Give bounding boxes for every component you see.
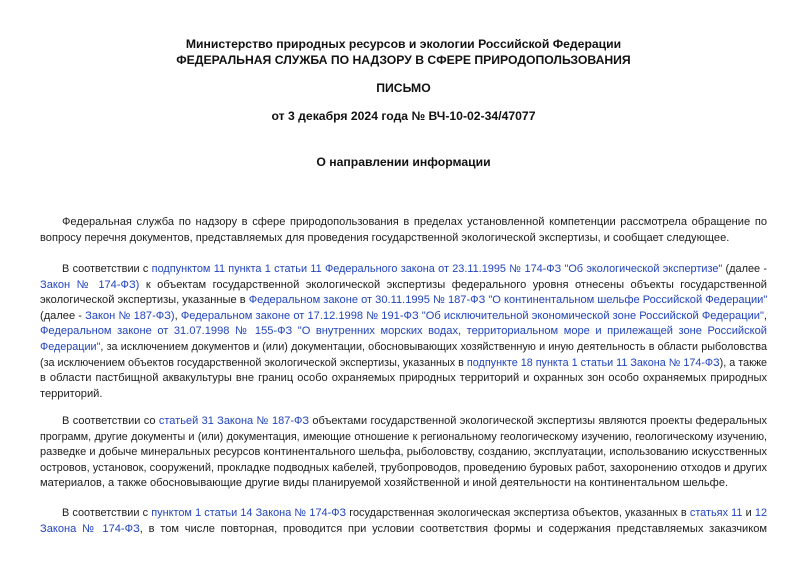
paragraph-4 xyxy=(40,506,767,537)
paragraph-line xyxy=(40,356,767,372)
paragraph-line: Федеральная служба по надзору в сфере природопользования в пределах установленной компетенции рассмотрела обращение по xyxy=(62,216,767,228)
law-link[interactable]: Закона № 174-ФЗ xyxy=(40,522,140,535)
text-span: и xyxy=(742,507,755,519)
document-subject: О направлении информации xyxy=(316,155,491,169)
text-span: (далее - xyxy=(40,309,86,322)
paragraph-line xyxy=(40,414,767,430)
law-link[interactable]: 12 xyxy=(754,507,767,519)
text-span: , за исключением документов и (или) документации, обосновывающих хозяйственную и иную деятельность в области рыболовства xyxy=(100,340,767,353)
paragraph-line: разведке и добыче минеральных ресурсов континентального шельфа, рыболовству, созданию, эксплуатации, использованию искусственных xyxy=(40,446,767,459)
service-name: ФЕДЕРАЛЬНАЯ СЛУЖБА ПО НАДЗОРУ В СФЕРЕ ПРИРОДОПОЛЬЗОВАНИЯ xyxy=(176,53,631,67)
law-link[interactable]: статьей 31 Закона № 187-ФЗ xyxy=(158,415,310,427)
text-span: к объектам государственной экологической экспертизы федерального уровня отнесены объекты государственной xyxy=(139,278,767,291)
paragraph-line: островов, установок, сооружений, прокладке подводных кабелей, трубопроводов, проведению буровых работ, захоронению отходов и других xyxy=(40,461,767,474)
text-span: В соответствии с xyxy=(62,263,152,275)
text-span: , xyxy=(763,309,767,322)
law-link[interactable]: пунктом 1 статьи 14 Закона № 174-ФЗ xyxy=(151,507,347,519)
law-link[interactable]: Федеральном законе от 31.07.1998 № 155-ФЗ "О внутренних морских водах, территориальном море и прилежащей зоне Российской xyxy=(40,325,767,338)
paragraph-line: программ, другие документы и (или) документация, имеющие отношение к региональному геологическому изучению, геологическому изучению, xyxy=(40,430,767,443)
paragraph-line xyxy=(40,278,767,294)
text-span: экологической экспертизы, указанные в xyxy=(40,294,249,307)
paragraph-line: материалов, а также обосновывающие другие виды планируемой хозяйственной и иной деятельности на континентальном шельфе. xyxy=(40,477,729,490)
law-link[interactable]: статьях 11 xyxy=(689,507,743,519)
law-link[interactable]: подпунктом 11 пункта 1 статьи 11 Федерального закона от 23.11.1995 № 174-ФЗ "Об экологической экспертизе" xyxy=(151,263,723,275)
paragraph-2 xyxy=(40,262,767,402)
text-span: ), а также xyxy=(719,356,767,369)
paragraph-line: в области пастбищной аквакультуры вне границ особо охраняемых природных территорий и охранных зон особо охраняемых природных xyxy=(40,372,767,385)
document-date-number: от 3 декабря 2024 года № ВЧ-10-02-34/47077 xyxy=(271,109,536,123)
text-span: В соответствии со xyxy=(62,415,159,427)
text-span: , в том числе повторная, проводится при условии соответствия формы и содержания представляемых заказчиком xyxy=(139,522,767,535)
text-span: , xyxy=(174,309,181,322)
law-link[interactable]: Федеральном законе от 30.11.1995 № 187-ФЗ "О континентальном шельфе Российской Федерации" xyxy=(248,294,767,307)
law-link[interactable]: подпункте 18 пункта 1 статьи 11 Закона № 174-ФЗ xyxy=(466,356,720,369)
paragraph-line xyxy=(40,309,767,325)
paragraph-1 xyxy=(40,215,767,246)
ministry-name: Министерство природных ресурсов и экологии Российской Федерации xyxy=(185,37,622,51)
text-span: В соответствии с xyxy=(62,507,152,519)
paragraph-3 xyxy=(40,414,767,492)
paragraph-line xyxy=(40,293,767,309)
law-link[interactable]: Закон № 174-ФЗ) xyxy=(40,278,140,291)
law-link[interactable]: Федеральном законе от 17.12.1998 № 191-ФЗ "Об исключительной экономической зоне Российской Федерации" xyxy=(180,309,764,322)
paragraph-line xyxy=(40,340,767,356)
paragraph-line: территорий. xyxy=(40,387,103,400)
document-type: ПИСЬМО xyxy=(376,81,431,95)
text-span: государственная экологическая экспертиза объектов, указанных в xyxy=(346,507,690,519)
paragraph-line xyxy=(40,262,767,278)
text-span: (далее - xyxy=(722,263,767,275)
law-link[interactable]: Федерации" xyxy=(40,340,101,353)
paragraph-line xyxy=(40,506,767,522)
law-link[interactable]: Закон № 187-ФЗ) xyxy=(85,309,175,322)
paragraph-line xyxy=(40,522,767,538)
text-span: (за исключением объектов государственной экологической экспертизы, указанных в xyxy=(40,356,467,369)
text-span: объектами государственной экологической экспертизы являются проекты федеральных xyxy=(309,415,767,427)
paragraph-line: вопросу перечня документов, представляемых для проведения государственной экологической экспертизы, и сообщает следующее. xyxy=(40,231,730,244)
